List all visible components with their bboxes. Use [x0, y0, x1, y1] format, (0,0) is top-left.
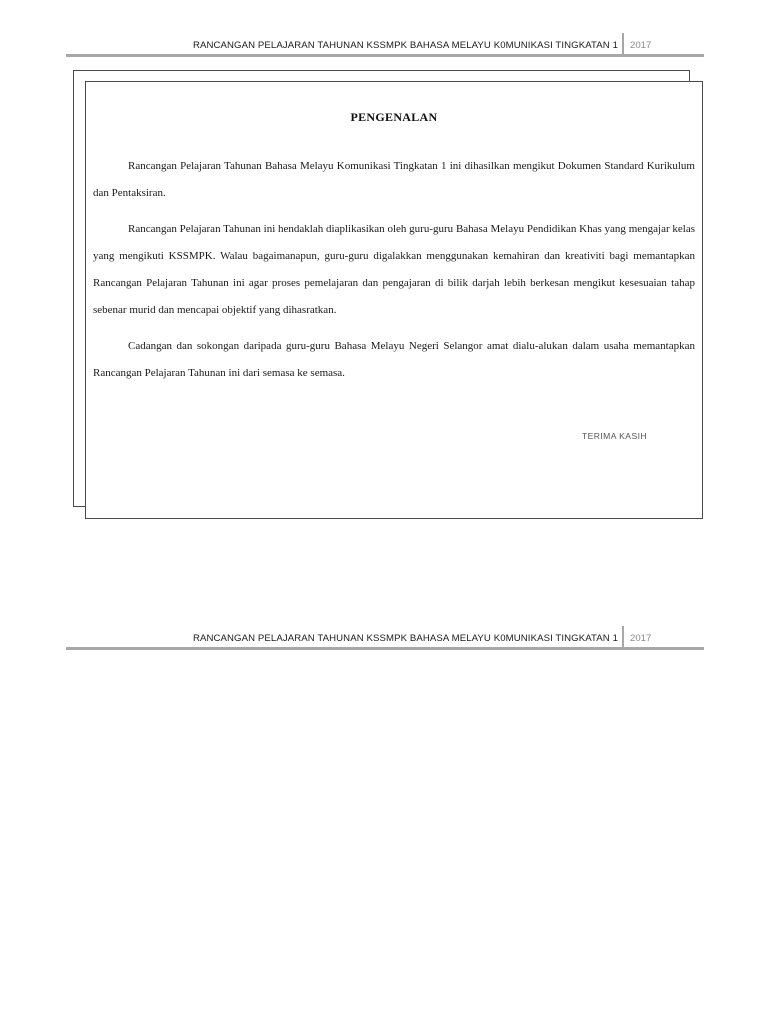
page-header-second — [66, 626, 704, 650]
intro-frame — [85, 81, 703, 519]
document-title: PENGENALAN — [350, 110, 438, 124]
header-year: 2017 — [630, 633, 652, 644]
paragraph-2: Rancangan Pelajaran Tahunan ini hendaklah diaplikasikan oleh guru-guru Bahasa Melayu Pendidikan Khas yang mengajar kelas yang mengikuti KSSMPK. Walau bagaimanapun, guru-guru digalakkan menggunakan kemahiran dan kreativiti bagi memantapkan Rancangan Pelajaran Tahunan ini agar proses pemelajaran dan pengajaran di bilik darjah lebih berkesan mengikut kesesuaian tahap sebenar murid dan mencapai objektif yang dihasratkan. — [93, 223, 695, 316]
page-header — [66, 33, 704, 57]
closing-text: TERIMA KASIH — [582, 431, 647, 441]
document-body — [93, 153, 695, 396]
header-title: RANCANGAN PELAJARAN TAHUNAN KSSMPK BAHASA MELAYU K0MUNIKASI TINGKATAN 1 — [192, 633, 618, 644]
header-year: 2017 — [630, 40, 652, 51]
header-rule — [66, 647, 704, 650]
paragraph-3: Cadangan dan sokongan daripada guru-guru Bahasa Melayu Negeri Selangor amat dialu-alukan dalam usaha memantapkan Rancangan Pelajaran Tahunan ini dari semasa ke semasa. — [93, 340, 695, 379]
header-rule — [66, 54, 704, 57]
paragraph-1: Rancangan Pelajaran Tahunan Bahasa Melayu Komunikasi Tingkatan 1 ini dihasilkan mengikut Dokumen Standard Kurikulum dan Pentaksiran. — [93, 160, 695, 199]
header-title: RANCANGAN PELAJARAN TAHUNAN KSSMPK BAHASA MELAYU K0MUNIKASI TINGKATAN 1 — [192, 40, 618, 51]
